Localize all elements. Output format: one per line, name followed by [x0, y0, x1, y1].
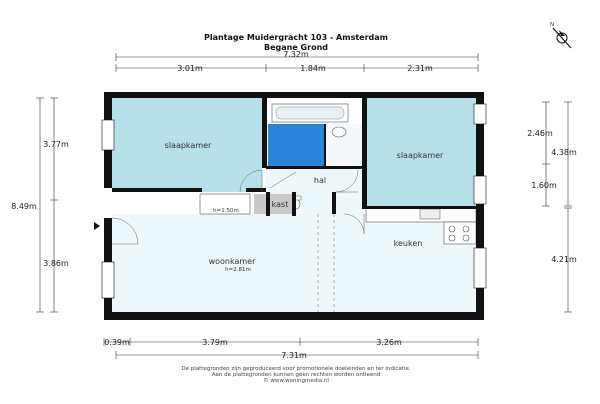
- compass-icon: [550, 22, 571, 48]
- dim-bottom-total: 7.31m: [281, 351, 307, 360]
- closet-height-label: h=1.50m: [213, 208, 239, 214]
- footer-line-1: De plattegronden zijn geproduceerd voor promotionele doeleinden en ter indicatie.: [181, 366, 411, 372]
- plan-title: Plantage Muidergracht 103 - Amsterdam: [203, 33, 389, 42]
- footer-line-3: © www.woningmedia.nl: [263, 378, 329, 384]
- dim-top-2: 1.84m: [300, 64, 326, 73]
- entrance-arrow-icon: [94, 222, 100, 230]
- dim-left-1: 3.77m: [43, 140, 69, 149]
- room-label-kitchen: keuken: [393, 239, 423, 248]
- room-label-hall: hal: [313, 176, 327, 185]
- dim-bottom-2: 3.79m: [202, 338, 228, 347]
- living-height-label: h=2.81m: [225, 267, 251, 273]
- dim-top-3: 2.31m: [407, 64, 433, 73]
- svg-text:N: N: [550, 22, 555, 28]
- dim-left-total: 8.49m: [11, 202, 37, 211]
- dim-right-2: 1.60m: [531, 181, 557, 190]
- dim-top-total: 7.32m: [283, 50, 309, 59]
- dim-right-total: 4.38m: [551, 148, 577, 157]
- dim-bottom-1: 0.39m: [104, 338, 130, 347]
- dim-top-1: 3.01m: [177, 64, 203, 73]
- sink: [332, 127, 346, 137]
- footer-line-2: Aan de plattegronden kunnen geen rechten worden ontleend: [211, 372, 381, 378]
- room-label-bedroom-right: slaapkamer: [396, 151, 444, 160]
- dim-left-2: 3.86m: [43, 259, 69, 268]
- dim-right-3: 4.21m: [551, 255, 577, 264]
- dim-right-1: 2.46m: [527, 129, 553, 138]
- room-label-bedroom-left: slaapkamer: [164, 141, 212, 150]
- plan-subtitle: Begane Grond: [264, 43, 328, 52]
- kitchen-sink: [420, 209, 440, 219]
- dim-bottom-3: 3.26m: [376, 338, 402, 347]
- room-label-living: woonkamer: [208, 257, 256, 266]
- bathroom-floor: [268, 124, 324, 166]
- left-dimensions: [36, 98, 58, 312]
- stove: [444, 222, 476, 244]
- room-label-closet: kast: [271, 200, 289, 209]
